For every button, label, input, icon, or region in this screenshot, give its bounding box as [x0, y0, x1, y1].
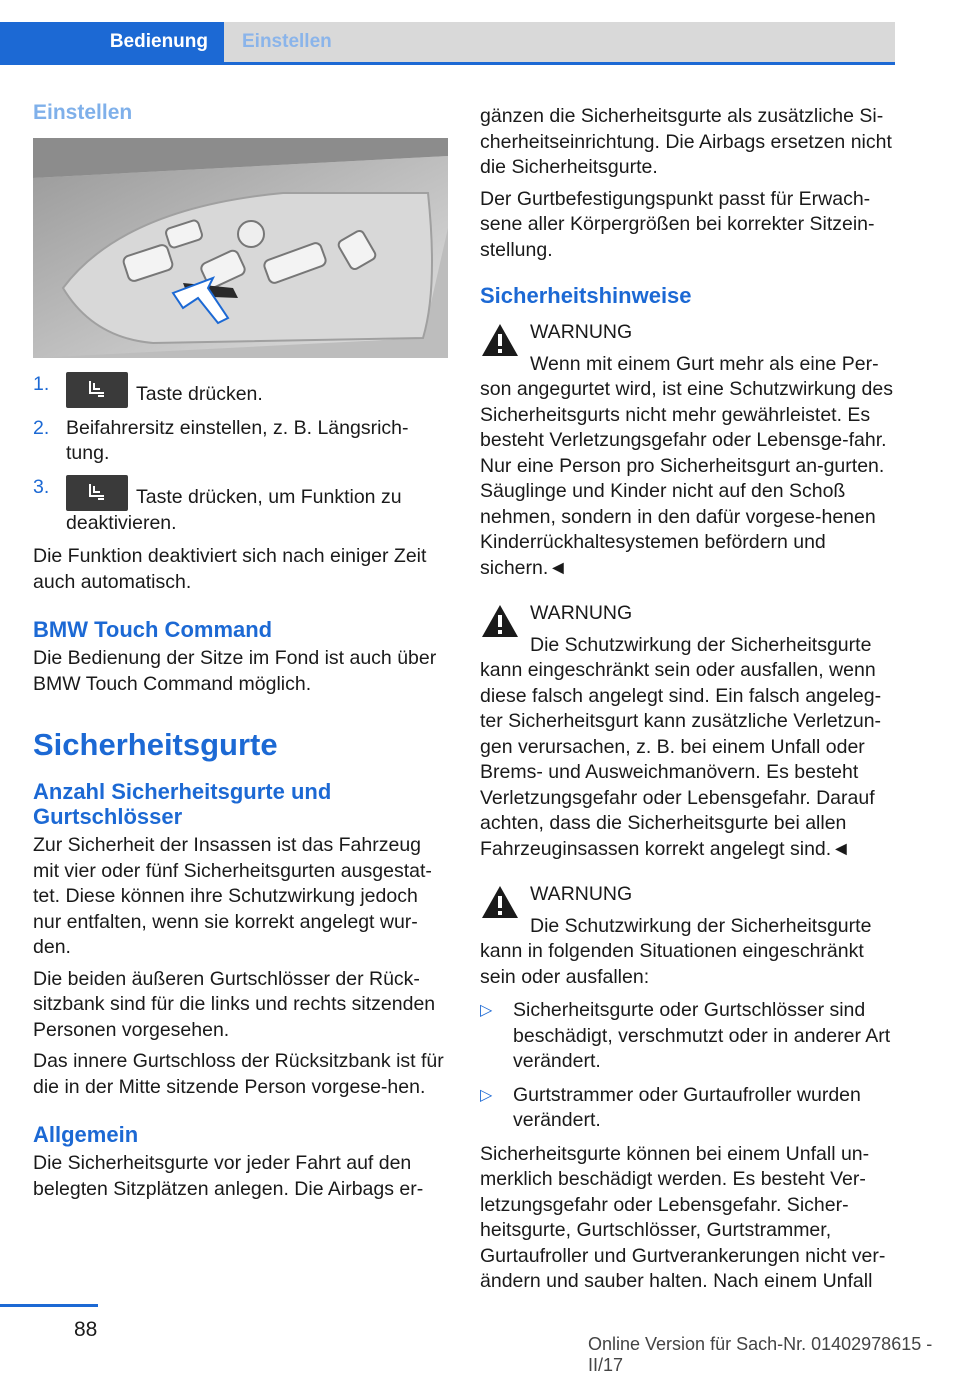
- seatbelts-heading: Sicherheitsgurte: [33, 727, 278, 762]
- footer-line: [0, 1304, 98, 1307]
- continued-paragraph: Der Gurtbefestigungspunkt passt für Erwach-sene aller Körpergrößen bei korrekter Sitzein-stellung.: [480, 187, 875, 261]
- belt-count-paragraph: Die beiden äußeren Gurtschlösser der Rück-sitzbank sind für die links und rechts sitzenden Personen vorgesehen.: [33, 967, 436, 1041]
- warning-block: [480, 318, 895, 581]
- seat-button-icon: [66, 372, 128, 408]
- final-paragraph: Sicherheitsgurte können bei einem Unfall un-merklich beschädigt werden. Es besteht Ver-letzungsgefahr oder Lebensgefahr. Sicher-heitsgurte, Gurtschlösser, Gurtstrammer, Gurtaufroller und Gurtverankerungen nicht ver-ändern und sauber halten. Nach einem Unfall: [480, 1142, 886, 1292]
- warning-first-line: Wenn mit einem Gurt mehr als eine Per-: [530, 352, 879, 375]
- condition-list: [480, 998, 895, 1134]
- warning-text: son angegurtet wird, ist eine Schutzwirkung des Sicherheitsgurts nicht mehr gewährleistet. Es besteht Verletzungsgefahr oder Lebensge-fahr. Nur eine Person pro Sicherheitsgurt an-gurten. Säuglinge und Kinder nicht auf den Schoß nehmen, sondern in den dafür vorgese-henen Kinderrückhaltesystemen befördern und sichern.◄: [480, 378, 893, 579]
- online-version-text: Online Version für Sach-Nr. 01402978615 - II/17: [588, 1334, 933, 1375]
- warning-first-line: Die Schutzwirkung der Sicherheitsgurte: [530, 914, 872, 937]
- warning-first-line: Die Schutzwirkung der Sicherheitsgurte: [530, 633, 872, 656]
- warning-block: [480, 880, 895, 990]
- warning-triangle-icon: [480, 603, 520, 639]
- belt-count-heading: Anzahl Sicherheitsgurte und Gurtschlösser: [33, 779, 332, 829]
- continued-paragraph: gänzen die Sicherheitsgurte als zusätzliche Si-cherheitseinrichtung. Die Airbags ersetzen nicht die Sicherheitsgurte.: [480, 105, 892, 178]
- seat-control-photo: [33, 138, 448, 358]
- tab-einstellen[interactable]: Einstellen: [224, 22, 895, 62]
- safety-heading: Sicherheitshinweise: [480, 283, 692, 308]
- auto-note: Die Funktion deaktiviert sich nach einiger Zeit auch automatisch.: [33, 545, 427, 593]
- warning-triangle-icon: [480, 884, 520, 920]
- tab-underline: [0, 62, 895, 65]
- general-text: Die Sicherheitsgurte vor jeder Fahrt auf den belegten Sitzplätzen anlegen. Die Airbags er-: [33, 1152, 424, 1200]
- touch-command-text: Die Bedienung der Sitze im Fond ist auch über BMW Touch Command möglich.: [33, 647, 437, 695]
- warning-label: WARNUNG: [530, 602, 633, 624]
- list-item: [480, 1083, 895, 1134]
- step-number: 1.: [33, 372, 50, 395]
- step-number: 2.: [33, 416, 50, 439]
- belt-count-paragraph: Zur Sicherheit der Insassen ist das Fahrzeug mit vier oder fünf Sicherheitsgurten ausgestat-tet. Diese können ihre Schutzwirkung jedoch nur entfalten, wenn sie korrekt angelegt wur-den.: [33, 834, 432, 958]
- step-text: Taste drücken.: [136, 382, 263, 405]
- chapter-tabs: [0, 22, 895, 62]
- step-number: 3.: [33, 475, 50, 498]
- page-number: 88: [74, 1318, 98, 1341]
- bullet-triangle-icon: ▷: [480, 1002, 493, 1019]
- list-item: [33, 475, 448, 537]
- warning-label: WARNUNG: [530, 321, 633, 343]
- list-item: [33, 416, 448, 467]
- right-column: [480, 104, 895, 1301]
- warning-text: kann in folgenden Situationen eingeschränkt sein oder ausfallen:: [480, 940, 864, 988]
- general-heading: Allgemein: [33, 1122, 139, 1147]
- list-item: [33, 372, 448, 408]
- tab-bedienung[interactable]: Bedienung: [0, 22, 224, 62]
- left-column: [33, 100, 448, 1208]
- seat-button-icon: [66, 475, 128, 511]
- warning-text: kann eingeschränkt sein oder ausfallen, wenn diese falsch angelegt sind. Ein falsch angeleg-ter Sicherheitsgurt kann zusätzliche Verletzun-gen verursachen, z. B. bei einem Unfall oder Brems- und Ausweichmanövern. Es besteht Verletzungsgefahr oder Lebensgefahr. Darauf achten, dass die Sicherheitsgurte bei allen Fahrzeuginsassen korrekt angelegt sind.◄: [480, 659, 882, 860]
- list-item-text: Sicherheitsgurte oder Gurtschlösser sind beschädigt, verschmutzt oder in anderer Art verändert.: [513, 999, 891, 1072]
- belt-count-paragraph: Das innere Gurtschloss der Rücksitzbank ist für die in der Mitte sitzende Person vorgese-hen.: [33, 1050, 444, 1098]
- warning-triangle-icon: [480, 322, 520, 358]
- steps-list: [33, 372, 448, 537]
- list-item: [480, 998, 895, 1075]
- touch-command-heading: BMW Touch Command: [33, 617, 273, 642]
- bullet-triangle-icon: ▷: [480, 1086, 493, 1104]
- warning-label: WARNUNG: [530, 883, 633, 905]
- step-text: Taste drücken, um Funktion zu deaktivieren.: [66, 485, 402, 534]
- section-title: Einstellen: [33, 101, 133, 124]
- list-item-text: Gurtstrammer oder Gurtaufroller wurden verändert.: [513, 1083, 861, 1131]
- warning-block: [480, 599, 895, 862]
- step-text: Beifahrersitz einstellen, z. B. Längsrich-tung.: [66, 416, 409, 464]
